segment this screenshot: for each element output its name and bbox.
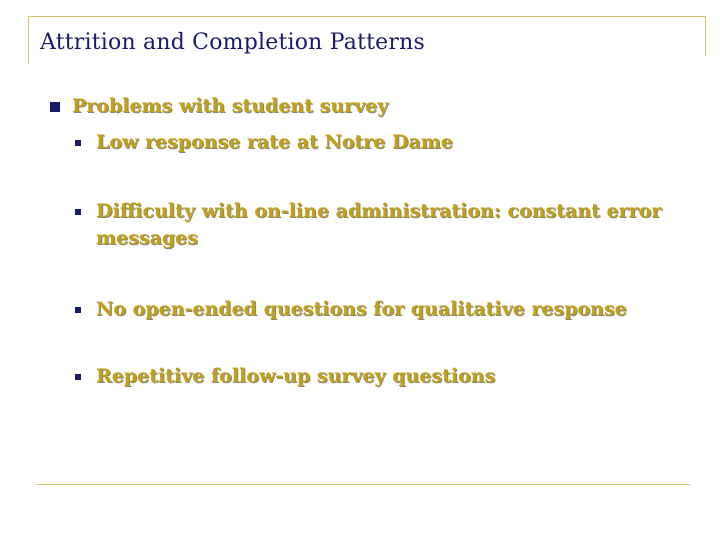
slide-title: Attrition and Completion Patterns: [40, 30, 425, 55]
sub-bullet-text: Repetitive follow-up survey questions: [96, 365, 496, 387]
footer-rule: [36, 484, 690, 485]
title-frame-right-rule: [705, 16, 706, 56]
title-frame-top-rule: [28, 16, 706, 17]
bullet-text: Problems with student survey: [72, 95, 389, 117]
small-square-bullet-icon: [75, 374, 81, 380]
small-square-bullet-icon: [75, 140, 81, 146]
sub-bullet-text: Low response rate at Notre Dame: [96, 131, 453, 153]
square-bullet-icon: [50, 102, 60, 112]
sub-bullet-text: No open-ended questions for qualitative response: [96, 298, 627, 320]
title-frame-left-rule: [28, 16, 29, 64]
small-square-bullet-icon: [75, 307, 81, 313]
sub-bullet-text: Difficulty with on-line administration: constant error messages: [96, 200, 662, 249]
small-square-bullet-icon: [75, 209, 81, 215]
